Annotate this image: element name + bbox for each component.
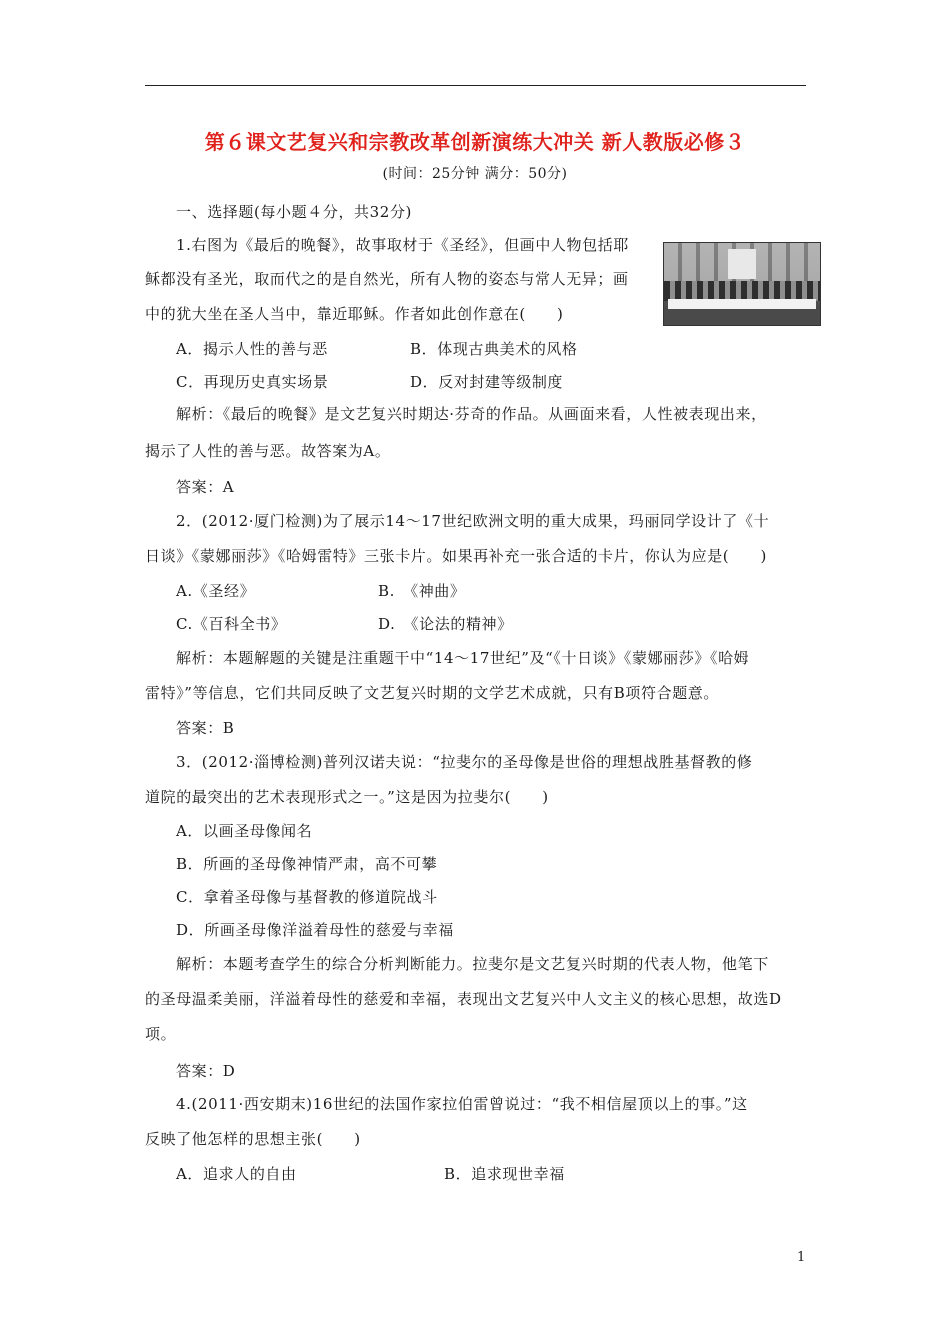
q2-stem-line1: 2．(2012·厦门检测)为了展示14～17世纪欧洲文明的重大成果，玛丽同学设计了《十 xyxy=(176,512,770,530)
q4-option-a: A．追求人的自由 xyxy=(176,1165,297,1183)
q2-option-c: C.《百科全书》 xyxy=(176,615,287,633)
q3-explanation-line2: 的圣母温柔美丽，洋溢着母性的慈爱和幸福，表现出文艺复兴中人文主义的核心思想，故选D xyxy=(145,990,782,1008)
q3-option-a: A．以画圣母像闻名 xyxy=(176,822,313,840)
q3-explanation-line3: 项。 xyxy=(145,1025,177,1043)
last-supper-image xyxy=(663,242,821,326)
q2-option-b: B. 《神曲》 xyxy=(378,582,466,600)
q3-stem-line2: 道院的最突出的艺术表现形式之一。”这是因为拉斐尔( ) xyxy=(145,788,549,806)
q3-option-b: B．所画的圣母像神情严肃，高不可攀 xyxy=(176,855,438,873)
q4-stem-line1: 4.(2011·西安期末)16世纪的法国作家拉伯雷曾说过：“我不相信屋顶以上的事。”这 xyxy=(176,1095,748,1113)
q2-stem-line2: 日谈》《蒙娜丽莎》《哈姆雷特》三张卡片。如果再补充一张合适的卡片，你认为应是( ) xyxy=(145,547,767,565)
section-heading: 一、选择题(每小题４分，共32分) xyxy=(176,203,412,221)
q3-explanation-line1: 解析：本题考查学生的综合分析判断能力。拉斐尔是文艺复兴时期的代表人物，他笔下 xyxy=(176,955,769,973)
q3-stem-line1: 3．(2012·淄博检测)普列汉诺夫说：“拉斐尔的圣母像是世俗的理想战胜基督教的修 xyxy=(176,753,753,771)
header-rule xyxy=(145,85,806,86)
q1-stem-line2: 稣都没有圣光，取而代之的是自然光，所有人物的姿态与常人无异；画 xyxy=(145,270,629,288)
page-title: 第６课文艺复兴和宗教改革创新演练大冲关 新人教版必修３ xyxy=(204,130,746,154)
q2-option-a: A.《圣经》 xyxy=(176,582,256,600)
q1-option-d: D．反对封建等级制度 xyxy=(410,373,564,391)
q2-explanation-line2: 雷特》”等信息，它们共同反映了文艺复兴时期的文学艺术成就，只有B项符合题意。 xyxy=(145,684,719,702)
q1-explanation-line1: 解析：《最后的晚餐》是文艺复兴时期达·芬奇的作品。从画面来看，人性被表现出来， xyxy=(176,405,767,423)
q1-option-b: B．体现古典美术的风格 xyxy=(410,340,578,358)
q2-explanation-line1: 解析：本题解题的关键是注重题干中“14～17世纪”及“《十日谈》《蒙娜丽莎》《哈姆 xyxy=(176,649,750,667)
q1-option-c: C．再现历史真实场景 xyxy=(176,373,329,391)
q1-stem-line3: 中的犹大坐在圣人当中，靠近耶稣。作者如此创作意在( ) xyxy=(145,305,564,323)
q2-option-d: D. 《论法的精神》 xyxy=(378,615,513,633)
q1-answer: 答案：A xyxy=(176,478,235,496)
page-number: 1 xyxy=(797,1250,806,1265)
q2-answer: 答案：B xyxy=(176,719,235,737)
q4-option-b: B．追求现世幸福 xyxy=(444,1165,565,1183)
q1-option-a: A．揭示人性的善与恶 xyxy=(176,340,328,358)
q3-option-c: C．拿着圣母像与基督教的修道院战斗 xyxy=(176,888,438,906)
exam-info: (时间：25分钟 满分：50分) xyxy=(382,166,568,182)
q1-stem-line1: 1.右图为《最后的晚餐》，故事取材于《圣经》，但画中人物包括耶 xyxy=(176,236,629,254)
q3-option-d: D．所画圣母像洋溢着母性的慈爱与幸福 xyxy=(176,921,454,939)
q1-explanation-line2: 揭示了人性的善与恶。故答案为A。 xyxy=(145,442,391,460)
q4-stem-line2: 反映了他怎样的思想主张( ) xyxy=(145,1130,361,1148)
q3-answer: 答案：D xyxy=(176,1062,236,1080)
